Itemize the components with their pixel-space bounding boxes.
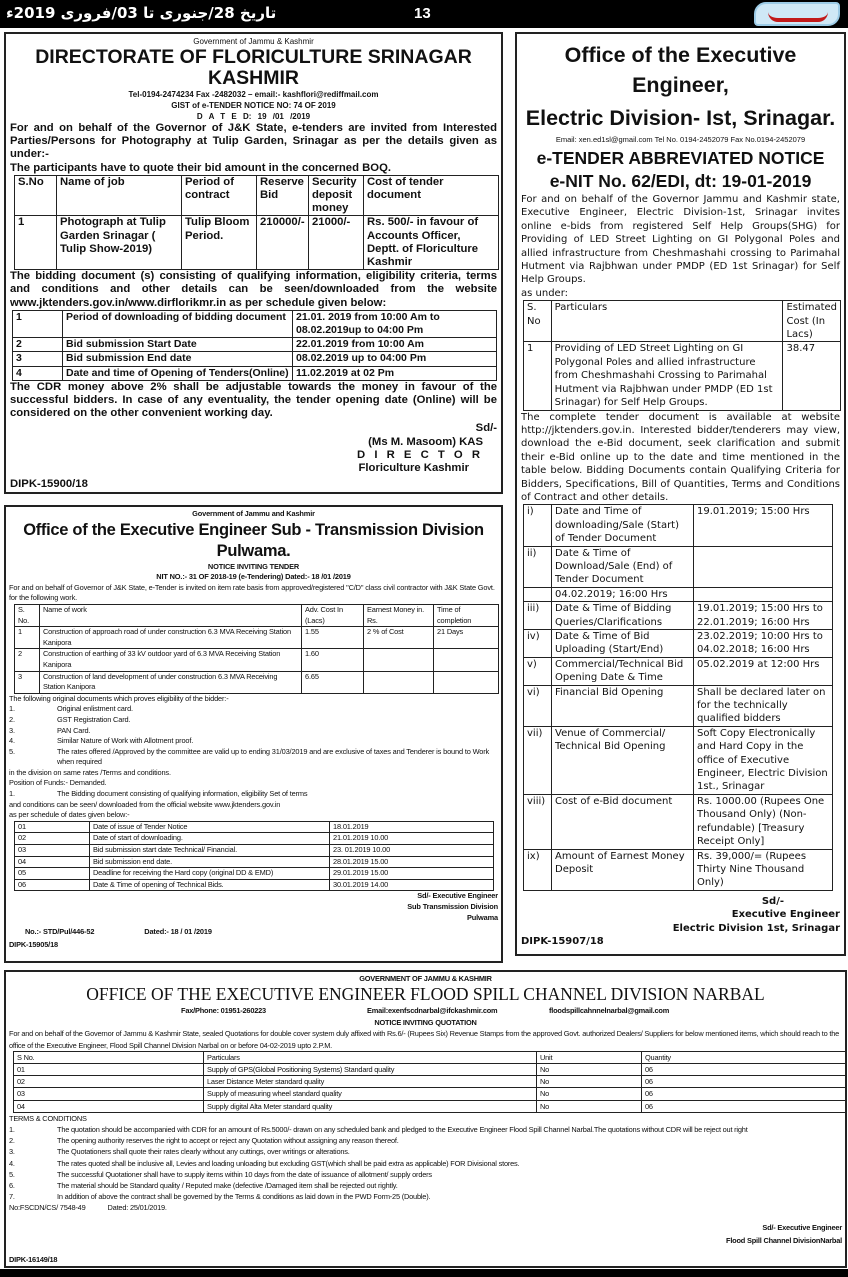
table-cell: 06	[642, 1088, 848, 1100]
list-item-text: PAN Card.	[57, 725, 91, 735]
table-cell: iii)	[524, 602, 552, 630]
table-row	[15, 627, 499, 649]
list-item-number: 4.	[9, 1158, 15, 1168]
table-cell: Date and Time of downloading/Sale (Start) of Tender Document	[552, 505, 694, 546]
signature-office: Sub Transmission Division	[407, 902, 498, 911]
terms-list	[9, 1124, 842, 1202]
table-cell: Bid submission start date Technical/ Financial.	[90, 845, 330, 857]
table-cell: 21 Days	[434, 627, 499, 649]
list-item-text: In addition of above the contract shall be governed by the Terms & conditions as laid down in the PWD Form-25 (Double).	[57, 1192, 431, 1202]
table-cell: 02	[15, 833, 90, 845]
docs-list	[9, 704, 498, 768]
table-cell: Period of downloading of bidding document	[63, 310, 293, 337]
floriculture-tender-ad	[4, 32, 503, 494]
as-under: as under:	[521, 287, 568, 299]
reference-date: Dated:- 18 / 01 /2019	[144, 927, 212, 937]
table-cell: Rs. 500/- in favour of Accounts Officer, Deptt. of Floriculture Kashmir	[364, 216, 499, 270]
contact-line: Tel-0194-2474234 Fax -2482032 – email:- kashflori@rediffmail.com	[128, 90, 379, 99]
table-row	[13, 310, 497, 337]
table-cell: Deadline for receiving the Hard copy (original DD & EMD)	[90, 868, 330, 880]
notice-date: D A T E D: 19 /01 /2019	[196, 112, 311, 121]
table-cell: Commercial/Technical Bid Opening Date & Time	[552, 657, 694, 685]
signature-designation: D I R E C T O R	[357, 448, 483, 461]
list-item	[9, 715, 498, 726]
reference-date: Dated: 25/01/2019.	[107, 1203, 167, 1213]
table-cell: v)	[524, 657, 552, 685]
table-row	[524, 849, 833, 890]
table-cell: ix)	[524, 849, 552, 890]
table-header-row	[14, 1051, 848, 1063]
list-item-number: 1.	[9, 704, 15, 714]
list-item-number: 5.	[9, 1169, 15, 1179]
table-cell: Estimated Cost (In Lacs)	[783, 301, 841, 342]
reference-number: No:FSCDN/CS/ 7548-49	[9, 1203, 86, 1213]
bidding-text-2: and conditions can be seen/ downloaded from the official website www.jktenders.gov.in	[9, 799, 281, 809]
table-row	[14, 1076, 848, 1088]
list-item-number: 6.	[9, 1181, 15, 1191]
ad-title: Office of the Executive Engineer Sub - Transmission Division Pulwama.	[23, 520, 484, 560]
table-cell: 01	[14, 1064, 204, 1076]
list-item-text: The successful Quotationer shall have to supply items within 10 days from the date of issuance of allotment/ supply orders	[57, 1169, 432, 1179]
newspaper-logo	[754, 2, 840, 26]
table-header-row	[15, 175, 499, 216]
table-row	[15, 879, 494, 891]
table-row	[524, 685, 833, 726]
work-table	[523, 300, 841, 410]
table-cell: 05	[15, 868, 90, 880]
contact-line: Email: xen.ed1sl@gmail.com Tel No. 0194-2452079 Fax No.0194-2452079	[555, 135, 806, 144]
table-cell: 21000/-	[309, 216, 364, 270]
table-cell: Construction of approach road of under construction 6.3 MVA Receiving Station Kanipora	[40, 627, 302, 649]
table-cell: 1.60	[302, 649, 364, 671]
table-cell: Date & Time of Bid Uploading (Start/End)	[552, 630, 694, 658]
list-item	[9, 1180, 842, 1191]
table-cell: 18.01.2019	[330, 821, 494, 833]
table-cell: Date and time of Opening of Tenders(Online)	[63, 366, 293, 380]
signature: Sd/-	[475, 422, 497, 435]
terms-heading: TERMS & CONDITIONS	[9, 1113, 87, 1123]
table-cell: No	[537, 1100, 642, 1112]
gov-line: Government of Jammu and Kashmir	[192, 509, 315, 518]
table-cell: Rs. 1000.00 (Rupees One Thousand Only) (Non-refundable) [Treasury Receipt Only]	[694, 794, 833, 849]
dipk-number: DIPK-16149/18	[9, 1255, 58, 1265]
table-cell: Bid submission Start Date	[63, 338, 293, 352]
funds-position: Position of Funds:- Demanded.	[9, 778, 107, 788]
table-cell: 19.01.2019; 15:00 Hrs	[694, 505, 833, 546]
list-item	[9, 747, 498, 768]
table-cell: Earnest Money in. Rs.	[364, 604, 434, 626]
table-cell: Name of work	[40, 604, 302, 626]
table-cell: Cost of e-Bid document	[552, 794, 694, 849]
list-item-number: 2.	[9, 1136, 15, 1146]
table-cell: 08.02.2019 up to 04:00 Pm	[293, 352, 497, 366]
notice-heading: NOTICE INVITING TENDER	[207, 561, 300, 571]
list-item-text: The quotation should be accompanied with CDR for an amount of Rs.5000/- drawn on any scheduled bank and pledged to the Executive Engineer Flood Spill Channel Narbal.The quotations without CDR will be reject out right	[57, 1125, 748, 1135]
email-primary: Email:exenfscdnarbal@ifckashmir.com	[367, 1006, 498, 1016]
table-row	[524, 657, 833, 685]
fax-phone: Fax/Phone: 01951-260223	[181, 1006, 266, 1016]
signature-office: Electric Division 1st, Srinagar	[672, 922, 840, 934]
tender-availability-text: The complete tender document is available at website http://jktenders.gov.in. Interested bidder/tenderers may view, download the e-Bid document, seek clarification and submit their e-Bid online up to the date and time mentioned in the table below. Bidding Documents contain Qualifying Criteria for Bidders, Specifications, Bill of Quantities, Terms and Conditions of Contract and other details.	[521, 411, 840, 503]
table-row	[14, 1100, 848, 1112]
page-header-bar	[0, 0, 848, 28]
table-cell: Security deposit money	[309, 175, 364, 216]
cdr-text: The CDR money above 2% shall be adjustable towards the money in favour of the successful bidders. In case of any eventuality, the tender opening date (Online) will be considered on the other convenient working day.	[10, 380, 497, 420]
bidding-text-3: as per schedule of dates given below:-	[9, 810, 130, 820]
list-item	[9, 1158, 842, 1169]
table-cell: 2 % of Cost	[364, 627, 434, 649]
table-cell: Providing of LED Street Lighting on GI Polygonal Poles and allied infrastructure from Cheshmashahi Crossing to Parimahal Hutment via Rajbhwan under PMDP (ED 1st Srinagar) for Self Help Groups.	[551, 342, 783, 410]
list-item-text: GST Registration Card.	[57, 714, 131, 724]
table-cell	[694, 587, 833, 601]
table-cell: Date & Time of Bidding Queries/Clarifications	[552, 602, 694, 630]
nit-number: NIT NO.:- 31 OF 2018-19 (e-Tendering) Dated:- 18 /01 /2019	[156, 572, 351, 582]
table-cell: 28.01.2019 15.00	[330, 856, 494, 868]
table-cell	[434, 649, 499, 671]
table-cell: 3	[13, 352, 63, 366]
list-item-text: The material should be Standard quality / Reputed make (defective /Damaged item shall be rejected out rightly.	[57, 1181, 398, 1191]
table-row	[15, 671, 499, 693]
bidding-item	[9, 789, 498, 800]
table-row	[15, 833, 494, 845]
dipk-number: DIPK-15900/18	[10, 478, 88, 491]
table-cell: 04.02.2019; 16:00 Hrs	[552, 587, 694, 601]
table-cell: Time of completion	[434, 604, 499, 626]
table-cell: 1	[15, 627, 40, 649]
intro-text: For and on behalf of the Governor of Jammu & Kashmir State, sealed Quotations for double cover system duly affixed with Rs.6/- (Rupees Six) Revenue Stamps from the approved Govt. authorized Dealers/ Suppliers for below mentioned items, which should reach to the office of the Executive Engineer, Flood Spill Channel Division Narbal on or before 04-02-2019 upto 2.P.M.	[9, 1029, 840, 1050]
ad-title: OFFICE OF THE EXECUTIVE ENGINEER FLOOD SPILL CHANNEL DIVISION NARBAL	[86, 984, 765, 1005]
list-item-number: 7.	[9, 1192, 15, 1202]
table-row	[15, 868, 494, 880]
list-item-text: Original enlistment card.	[57, 704, 133, 714]
table-cell: Rs. 39,000/= (Rupees Thirty Nine Thousand Only)	[694, 849, 833, 890]
table-cell: vi)	[524, 685, 552, 726]
table-cell: No	[537, 1076, 642, 1088]
notice-heading: NOTICE INVITING QUOTATION	[374, 1018, 477, 1028]
signature: Sd/- Executive Engineer	[762, 1222, 842, 1232]
bidding-text: The bidding document (s) consisting of qualifying information, eligibility criteria, terms and conditions and other details can be seen/downloaded from the website www.jktenders.gov.in/www.dirflorikmr.in as per schedule given below:	[10, 270, 497, 309]
table-cell: 30.01.2019 14.00	[330, 879, 494, 891]
table-cell: Financial Bid Opening	[552, 685, 694, 726]
list-item-number: 3.	[9, 1147, 15, 1157]
table-cell: Date of issue of Tender Notice	[90, 821, 330, 833]
nit-number: e-NIT No. 62/EDI, dt: 19-01-2019	[549, 171, 812, 191]
list-item	[9, 1191, 842, 1202]
signature-office: Flood Spill Channel DivisionNarbal	[726, 1235, 842, 1245]
table-row	[15, 845, 494, 857]
table-cell: Supply digital Alta Meter standard quality	[204, 1100, 537, 1112]
table-row	[15, 821, 494, 833]
list-item-number: 5.	[9, 746, 15, 756]
list-item-text: The Quotationers shall quote their rates clearly without any cuttings, over writings or alterations.	[57, 1147, 350, 1157]
schedule-table	[12, 310, 497, 381]
table-cell	[364, 671, 434, 693]
reference-number: No.:- STD/Pul/446-52	[25, 927, 95, 937]
items-table	[13, 1051, 847, 1113]
table-cell: 23.02.2019; 10:00 Hrs to 04.02.2018; 16:00 Hrs	[694, 630, 833, 658]
table-cell: Soft Copy Electronically and Hard Copy in the office of Executive Engineer, Electric Division 1st., Srinagar	[694, 726, 833, 794]
table-cell: Supply of GPS(Global Positioning Systems) Standard quality	[204, 1064, 537, 1076]
signature-name: (Ms M. Masoom) KAS	[368, 435, 483, 448]
table-row	[13, 338, 497, 352]
list-item	[9, 1135, 842, 1146]
notice-heading: e-TENDER ABBREVIATED NOTICE	[536, 148, 825, 168]
table-row	[524, 726, 833, 794]
table-row	[524, 587, 833, 601]
schedule-table	[523, 504, 833, 890]
notice-number: GIST of e-TENDER NOTICE NO: 74 OF 2019	[171, 101, 336, 110]
dipk-number: DIPK-15905/18	[9, 939, 58, 949]
electric-division-tender-ad	[515, 32, 846, 956]
list-item	[9, 704, 498, 715]
gov-line: GOVERNMENT OF JAMMU & KASHMIR	[359, 974, 492, 983]
table-cell: 1	[13, 310, 63, 337]
table-cell: Construction of earthing of 33 kV outdoor yard of 6.3 MVA Receiving Station Kanipora	[40, 649, 302, 671]
table-cell: 1.55	[302, 627, 364, 649]
table-cell: i)	[524, 505, 552, 546]
table-cell: Particulars	[551, 301, 783, 342]
table-cell: Particulars	[204, 1051, 537, 1063]
table-cell: 06	[642, 1100, 848, 1112]
table-cell: Bid submission End date	[63, 352, 293, 366]
table-row	[15, 649, 499, 671]
bidding-item-number: 1.	[9, 789, 15, 799]
table-cell: Amount of Earnest Money Deposit	[552, 849, 694, 890]
page-footer-bar	[0, 1269, 848, 1277]
flood-spill-quotation-ad	[4, 970, 847, 1268]
signature: Sd/-	[761, 895, 784, 907]
table-cell: 06	[642, 1064, 848, 1076]
table-row	[524, 342, 841, 410]
list-item-number: 3.	[9, 725, 15, 735]
table-cell: S.No	[15, 175, 57, 216]
table-cell: vii)	[524, 726, 552, 794]
docs-continued: in the division on same rates /Terms and conditions.	[9, 767, 171, 777]
table-cell: Date of start of downloading.	[90, 833, 330, 845]
table-cell: 21.01.2019 10.00	[330, 833, 494, 845]
table-cell: 04	[14, 1100, 204, 1112]
list-item-text: Similar Nature of Work with Allotment proof.	[57, 736, 194, 746]
table-row	[524, 630, 833, 658]
table-cell: 19.01.2019; 15:00 Hrs to 22.01.2019; 16:00 Hrs	[694, 602, 833, 630]
table-cell: 02	[14, 1076, 204, 1088]
table-row	[15, 856, 494, 868]
table-cell	[694, 546, 833, 587]
signature-designation: Executive Engineer	[731, 909, 840, 921]
table-row	[14, 1088, 848, 1100]
list-item	[9, 726, 498, 737]
docs-heading: The following original documents which proves eligibility of the bidder:-	[9, 693, 229, 703]
pulwama-tender-ad	[4, 505, 503, 963]
bidding-text: The Bidding document consisting of qualifying information, eligibility Set of terms	[57, 789, 308, 799]
table-cell: 11.02.2019 at 02 Pm	[293, 366, 497, 380]
table-cell: 06	[642, 1076, 848, 1088]
table-cell: Venue of Commercial/ Technical Bid Opening	[552, 726, 694, 794]
table-cell: Date & Time of opening of Technical Bids.	[90, 879, 330, 891]
table-cell: Name of job	[57, 175, 182, 216]
table-cell: Tulip Bloom Period.	[182, 216, 257, 270]
intro-text: For and on behalf of Governor of J&K State, e-Tender is invited on item rate basis from approved/registered "C/D" class civil contractor with J&K State Govt. for the following work.	[9, 582, 495, 603]
list-item	[9, 1169, 842, 1180]
email-secondary: floodspillcahnnelnarbal@gmail.com	[549, 1006, 670, 1016]
boq-text: The participants have to quote their bid amount in the concerned BOQ.	[10, 161, 391, 174]
table-cell: No	[537, 1064, 642, 1076]
table-cell: Cost of tender document	[364, 175, 499, 216]
table-header-row	[15, 604, 499, 626]
table-cell: 03	[15, 845, 90, 857]
table-cell	[434, 671, 499, 693]
intro-text: For and on behalf of the Governor of J&K State, e-tenders are invited from Interested Parties/Persons for Photography at Tulip Garden, Srinagar as per the details given as under:-	[10, 122, 497, 161]
table-row	[524, 546, 833, 587]
table-cell: 22.01.2019 from 10:00 Am	[293, 338, 497, 352]
table-cell: 4	[13, 366, 63, 380]
table-cell: 38.47	[783, 342, 841, 410]
table-cell: 1	[15, 216, 57, 270]
table-cell: 23. 01.2019 10.00	[330, 845, 494, 857]
table-cell: 2	[15, 649, 40, 671]
list-item-text: The opening authority reserves the right to accept or reject any Quotation without assigning any reason thereof.	[57, 1136, 399, 1146]
table-cell: Quantity	[642, 1051, 848, 1063]
table-cell: S. No	[524, 301, 552, 342]
list-item-number: 4.	[9, 736, 15, 746]
table-cell: 210000/-	[257, 216, 309, 270]
table-cell: Adv. Cost In (Lacs)	[302, 604, 364, 626]
table-cell: Photograph at Tulip Garden Srinagar ( Tulip Show-2019)	[57, 216, 182, 270]
signature-office: Floriculture Kashmir	[358, 462, 469, 475]
issue-date: تاریخ 28/جنوری تا 03/فروری 2019ء	[6, 4, 277, 22]
table-cell: 6.65	[302, 671, 364, 693]
table-cell: 06	[15, 879, 90, 891]
schedule-table	[14, 821, 494, 892]
table-row	[14, 1064, 848, 1076]
table-cell: Supply of measuring wheel standard quality	[204, 1088, 537, 1100]
table-cell: No	[537, 1088, 642, 1100]
table-cell: Shall be declared later on for the technically qualified bidders	[694, 685, 833, 726]
ad-title: DIRECTORATE OF FLORICULTURE SRINAGAR KASHMIR	[35, 46, 472, 89]
table-cell: 21.01. 2019 from 10:00 Am to 08.02.2019up to 04:00 Pm	[293, 310, 497, 337]
table-cell: 2	[13, 338, 63, 352]
table-row	[524, 505, 833, 546]
table-row	[524, 794, 833, 849]
table-cell: Construction of land development of under construction 6.3 MVA Receiving Station Kanipora	[40, 671, 302, 693]
table-cell: Bid submission end date.	[90, 856, 330, 868]
intro-text: For and on behalf of the Governor Jammu and Kashmir state, Executive Engineer, Electric Division-1st, Srinagar invites online e-bids from registered Self Help Groups(SHG) for Providing of LED Street Lighting on GI Polygonal Poles and allied infrastructure from Cheshmashahi crossing to Parimahal Hutment via Rajbhwan under PMDP (ED 1st Srinagar) for Self Help Groups.	[521, 194, 840, 286]
table-cell: Laser Distance Meter standard quality	[204, 1076, 537, 1088]
table-row	[15, 216, 499, 270]
table-cell: 04	[15, 856, 90, 868]
list-item-number: 2.	[9, 714, 15, 724]
page-number: 13	[414, 5, 431, 22]
list-item-text: The rates offered /Approved by the committee are valid up to ending 31/03/2019 and are exclusive of taxes and Tenderer is bound to Work when required	[57, 746, 490, 767]
work-table	[14, 604, 499, 694]
table-cell: 05.02.2019 at 12:00 Hrs	[694, 657, 833, 685]
gov-line: Government of Jammu & Kashmir	[193, 37, 314, 46]
signature-place: Pulwama	[467, 912, 498, 922]
list-item	[9, 736, 498, 747]
table-cell: Unit	[537, 1051, 642, 1063]
table-cell: viii)	[524, 794, 552, 849]
table-cell: 29.01.2019 15.00	[330, 868, 494, 880]
table-cell: 1	[524, 342, 552, 410]
job-table	[14, 175, 499, 270]
table-cell: S No.	[14, 1051, 204, 1063]
table-header-row	[524, 301, 841, 342]
table-cell	[524, 587, 552, 601]
signature: Sd/- Executive Engineer	[417, 891, 498, 901]
table-cell	[364, 649, 434, 671]
ad-title-line-2: Electric Division- Ist, Srinagar.	[525, 106, 836, 130]
ad-title-line-1: Office of the Executive Engineer,	[564, 43, 797, 97]
table-cell: ii)	[524, 546, 552, 587]
list-item	[9, 1146, 842, 1157]
table-cell: Reserve Bid	[257, 175, 309, 216]
table-cell: 03	[14, 1088, 204, 1100]
table-cell: 01	[15, 821, 90, 833]
table-row	[524, 602, 833, 630]
list-item	[9, 1124, 842, 1135]
table-cell: Period of contract	[182, 175, 257, 216]
dipk-number: DIPK-15907/18	[521, 935, 604, 947]
table-row	[13, 352, 497, 366]
table-cell: 3	[15, 671, 40, 693]
list-item-number: 1.	[9, 1125, 15, 1135]
table-cell: S. No.	[15, 604, 40, 626]
table-row	[13, 366, 497, 380]
list-item-text: The rates quoted shall be inclusive all, Levies and loading unloading but excluding GST(which shall be paid extra as applicable) FOR Divisional stores.	[57, 1158, 520, 1168]
table-cell: Date & Time of Download/Sale (End) of Tender Document	[552, 546, 694, 587]
table-cell: iv)	[524, 630, 552, 658]
